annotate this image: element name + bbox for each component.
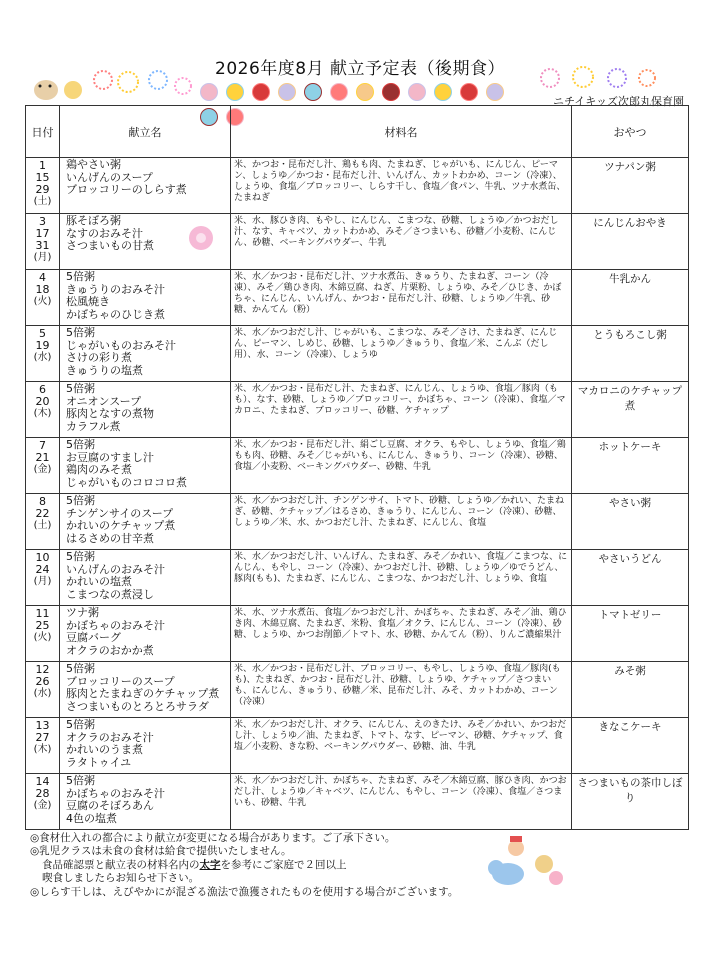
dish-cell <box>60 662 231 718</box>
dish-cell <box>60 774 231 830</box>
ingredients-cell: 米、水、ツナ水煮缶、食塩／かつおだし汁、かぼちゃ、たまねぎ、みそ／油、鶏ひき肉、木綿豆腐、たまねぎ、米粉、食塩／オクラ、にんじん、コーン（冷凍）、砂糖、しょうゆ、かつお削節／トマト、水、砂糖、かんてん（粉）、りんご濃縮果汁 <box>231 606 572 662</box>
dish-name: かれいの塩煮 <box>66 575 132 589</box>
table-row <box>26 662 689 718</box>
festival-ball-icon <box>382 83 400 101</box>
date-number: 28 <box>35 787 50 800</box>
dish-cell <box>60 382 231 438</box>
day-of-week: (土) <box>33 520 52 531</box>
ingredients-cell: 米、水／かつお・昆布だし汁、絹ごし豆腐、オクラ、もやし、しょうゆ、食塩／鶏もも肉、砂糖、みそ／じゃがいも、にんじん、きゅうり、コーン（冷凍）、砂糖、食塩／小麦粉、ベーキングパウダー、砂糖、牛乳 <box>231 438 572 494</box>
dish-name: 5倍粥 <box>66 550 95 563</box>
date-number: 17 <box>35 227 50 240</box>
dish-name: 5倍粥 <box>66 438 95 451</box>
dish-name: 5倍粥 <box>66 326 95 339</box>
ingredients-cell: 米、水、豚ひき肉、もやし、にんじん、こまつな、砂糖、しょうゆ／かつおだし汁、なす、キャベツ、カットわかめ、みそ／さつまいも、砂糖／小麦粉、にんじん、砂糖、ベーキングパウダー、牛乳 <box>231 214 572 270</box>
snack-cell: やさいうどん <box>572 550 689 606</box>
dish-name: 豚そぼろ粥 <box>66 214 121 227</box>
dish-name: 鶏やさい粥 <box>66 158 121 171</box>
date-number: 18 <box>35 283 50 296</box>
note-3c: を参考にご家庭で２回以上 <box>220 858 347 871</box>
dish-name: ブロッコリーのしらす煮 <box>66 183 187 197</box>
snack-cell: にんじんおやき <box>572 214 689 270</box>
note-4: 喫食しましたらお知らせ下さい。 <box>42 872 200 885</box>
festival-ball-icon <box>304 83 322 101</box>
dish-name: じゃがいものコロコロ煮 <box>66 475 187 489</box>
ingredients-cell: 米、水／かつおだし汁、かぼちゃ、たまねぎ、みそ／木綿豆腐、豚ひき肉、かつおだし汁、しょうゆ／キャベツ、にんじん、もやし、コーン（冷凍）、食塩／さつまいも、砂糖、牛乳 <box>231 774 572 830</box>
snack-cell: さつまいもの茶巾しぼり <box>572 774 689 830</box>
page-title: 2026年度8月 献立予定表（後期食） <box>215 59 505 79</box>
dish-cell <box>60 606 231 662</box>
dish-name: カラフル煮 <box>66 419 121 433</box>
festival-ball-icon <box>460 83 478 101</box>
snack-cell: ホットケーキ <box>572 438 689 494</box>
dish-name: なすのおみそ汁 <box>66 226 143 240</box>
dish-cell <box>60 718 231 774</box>
dish-name: 5倍粥 <box>66 718 95 731</box>
snack-cell: ツナパン粥 <box>572 158 689 214</box>
note-3a: 食品確認票と献立表の材料名内の <box>42 858 200 871</box>
dish-name: 豆腐バーグ <box>66 631 121 645</box>
date-number: 21 <box>35 451 50 464</box>
dish-name: 5倍粥 <box>66 270 95 283</box>
dish-name: お豆腐のすまし汁 <box>66 450 154 464</box>
note-3-bold: 太字 <box>199 858 221 871</box>
table-row <box>26 158 689 214</box>
ingredients-cell: 米、水／かつおだし汁、いんげん、たまねぎ、みそ／かれい、食塩／こまつな、にんじん、もやし、コーン（冷凍）、かつおだし汁、砂糖、しょうゆ／ゆでうどん、豚肉(もも)、たまねぎ、にんじん、こまつな、かつおだし汁、しょうゆ、食塩 <box>231 550 572 606</box>
dish-name: きゅうりの塩煮 <box>66 363 143 377</box>
date-number: 25 <box>35 619 50 632</box>
date-cell <box>26 550 60 606</box>
ingredients-cell: 米、水／かつお・昆布だし汁、たまねぎ、にんじん、しょうゆ、食塩／豚肉（もも）、なす、砂糖、しょうゆ／ブロッコリー、かぼちゃ、コーン（冷凍）、食塩／マカロニ、たまねぎ、ブロッコリー、砂糖、ケチャップ <box>231 382 572 438</box>
dish-cell <box>60 326 231 382</box>
table-row <box>26 214 689 270</box>
festival-ball-icon <box>252 83 270 101</box>
dish-name: 5倍粥 <box>66 662 95 675</box>
day-of-week: (土) <box>33 196 52 207</box>
ingredients-cell: 米、水／かつおだし汁、じゃがいも、こまつな、みそ／さけ、たまねぎ、にんじん、ピーマン、しめじ、砂糖、しょうゆ／きゅうり、食塩／米、こんぶ（だし用）、水、コーン（冷凍）、しょうゆ <box>231 326 572 382</box>
date-number: 14 <box>35 775 50 788</box>
table-row <box>26 382 689 438</box>
festival-ball-icon <box>226 83 244 101</box>
dish-cell <box>60 438 231 494</box>
ingredients-cell: 米、水／かつおだし汁、オクラ、にんじん、えのきたけ、みそ／かれい、かつおだし汁、しょうゆ／油、たまねぎ、トマト、なす、ピーマン、砂糖、ケチャップ、食塩／小麦粉、きな粉、ベーキングパウダー、砂糖、油、牛乳 <box>231 718 572 774</box>
ingredients-cell: 米、水／かつお・昆布だし汁、ツナ水煮缶、きゅうり、たまねぎ、コーン（冷凍）、みそ／鶏ひき肉、木綿豆腐、ねぎ、片栗粉、しょうゆ、みそ／ひじき、かぼちゃ、にんじん、いんげん、かつお・昆布だし汁、砂糖、しょうゆ／牛乳、砂糖、かんてん（粉） <box>231 270 572 326</box>
date-cell <box>26 774 60 830</box>
dish-name: こまつなの煮浸し <box>66 587 154 601</box>
ingredients-cell: 米、かつお・昆布だし汁、鶏もも肉、たまねぎ、じゃがいも、にんじん、ピーマン、しょうゆ／かつお・昆布だし汁、いんげん、カットわかめ、コーン（冷凍）、しょうゆ、食塩／ブロッコリー、しらす干し、食塩／食パン、牛乳、ツナ水煮缶、たまねぎ <box>231 158 572 214</box>
header-dish: 献立名 <box>60 106 231 158</box>
date-cell <box>26 494 60 550</box>
date-cell <box>26 326 60 382</box>
dish-name: 5倍粥 <box>66 382 95 395</box>
date-number: 20 <box>35 395 50 408</box>
day-of-week: (金) <box>33 800 52 811</box>
date-number: 24 <box>35 563 50 576</box>
date-number: 29 <box>35 183 50 196</box>
dish-name: チンゲンサイのスープ <box>66 506 174 520</box>
date-number: 13 <box>35 719 50 732</box>
date-number: 15 <box>35 171 50 184</box>
festival-ball-decoration <box>196 80 526 104</box>
date-number: 27 <box>35 731 50 744</box>
festival-ball-icon <box>434 83 452 101</box>
dish-name: ブロッコリーのスープ <box>66 674 175 688</box>
date-number: 11 <box>35 607 50 620</box>
note-1: ◎食材仕入れの都合により献立が変更になる場合があります。ご了承下さい。 <box>30 832 396 844</box>
dish-name: 豚肉となすの煮物 <box>66 407 154 421</box>
dish-name: いんげんのおみそ汁 <box>66 562 165 576</box>
note-3 <box>30 859 500 872</box>
dish-cell <box>60 494 231 550</box>
table-row <box>26 270 689 326</box>
day-of-week: (月) <box>33 252 52 263</box>
festival-ball-icon <box>278 83 296 101</box>
date-number: 22 <box>35 507 50 520</box>
dish-name: はるさめの甘辛煮 <box>66 531 154 545</box>
festival-ball-icon <box>200 83 218 101</box>
festival-ball-icon <box>408 83 426 101</box>
festival-ball-icon <box>486 83 504 101</box>
date-number: 7 <box>39 439 46 452</box>
dish-name: オニオンスープ <box>66 394 142 408</box>
snack-cell: とうもろこし粥 <box>572 326 689 382</box>
day-of-week: (水) <box>33 688 52 699</box>
dish-name: かぼちゃのおみそ汁 <box>66 618 165 632</box>
date-number: 1 <box>39 159 46 172</box>
dish-name: ラタトゥイユ <box>66 755 132 769</box>
date-cell <box>26 662 60 718</box>
festival-ball-icon <box>330 83 348 101</box>
day-of-week: (水) <box>33 352 52 363</box>
dish-name: 4色の塩煮 <box>66 811 117 825</box>
date-cell <box>26 270 60 326</box>
date-number: 12 <box>35 663 50 676</box>
table-row <box>26 326 689 382</box>
notes <box>30 832 500 899</box>
date-number: 8 <box>39 495 46 508</box>
dish-name: さけの彩り煮 <box>66 351 132 365</box>
dish-name: 豚肉とたまねぎのケチャップ煮 <box>66 687 220 701</box>
table-row <box>26 550 689 606</box>
dish-name: オクラのおみそ汁 <box>66 730 154 744</box>
dish-name: かぼちゃのおみそ汁 <box>66 786 165 800</box>
dish-name: 豆腐のそぼろあん <box>66 799 154 813</box>
date-cell <box>26 606 60 662</box>
dish-name: いんげんのスープ <box>66 170 153 184</box>
day-of-week: (火) <box>33 296 52 307</box>
date-number: 31 <box>35 239 50 252</box>
date-cell <box>26 158 60 214</box>
dish-name: さつまいものとろとろサラダ <box>66 699 209 713</box>
snack-cell: 牛乳かん <box>572 270 689 326</box>
dish-name: 鶏肉のみそ煮 <box>66 463 132 477</box>
date-cell <box>26 438 60 494</box>
note-5: ◎しらす干しは、えびやかにが混ざる漁法で漁獲されたものを使用する場合がございます。 <box>30 885 459 898</box>
date-number: 3 <box>39 215 46 228</box>
dish-cell <box>60 550 231 606</box>
snack-cell: やさい粥 <box>572 494 689 550</box>
note-2: ◎乳児クラスは未食の食材は給食で提供いたしません。 <box>30 845 292 858</box>
snack-cell: きなこケーキ <box>572 718 689 774</box>
date-number: 6 <box>39 383 46 396</box>
date-cell <box>26 214 60 270</box>
dish-name: 5倍粥 <box>66 774 95 787</box>
date-number: 4 <box>39 271 46 284</box>
table-row <box>26 718 689 774</box>
date-cell <box>26 718 60 774</box>
snack-cell: みそ粥 <box>572 662 689 718</box>
dish-name: かぼちゃのひじき煮 <box>66 307 165 321</box>
dish-name: さつまいもの甘煮 <box>66 239 154 253</box>
dish-name: かれいのケチャップ煮 <box>66 519 176 533</box>
dish-cell <box>60 270 231 326</box>
header-snack: おやつ <box>572 106 689 158</box>
dish-name: きゅうりのおみそ汁 <box>66 282 165 296</box>
ingredients-cell: 米、水／かつおだし汁、チンゲンサイ、トマト、砂糖、しょうゆ／かれい、たまねぎ、砂糖、ケチャップ／はるさめ、きゅうり、にんじん、コーン（冷凍）、砂糖、しょうゆ／米、水、かつおだし汁、たまねぎ、にんじん、食塩 <box>231 494 572 550</box>
table-row <box>26 494 689 550</box>
festive-decoration-left <box>28 68 198 108</box>
dish-name: ツナ粥 <box>66 606 99 619</box>
header-date: 日付 <box>26 106 60 158</box>
menu-table <box>25 105 689 830</box>
dish-name: オクラのおかか煮 <box>66 643 154 657</box>
date-number: 19 <box>35 339 50 352</box>
date-number: 10 <box>35 551 50 564</box>
dish-name: かれいのうま煮 <box>66 743 143 757</box>
table-row <box>26 438 689 494</box>
date-number: 5 <box>39 327 46 340</box>
dish-name: 5倍粥 <box>66 494 95 507</box>
table-row <box>26 774 689 830</box>
snack-cell: トマトゼリー <box>572 606 689 662</box>
day-of-week: (金) <box>33 464 52 475</box>
dish-name: 松風焼き <box>66 295 110 309</box>
dish-cell <box>60 158 231 214</box>
festival-ball-icon <box>356 83 374 101</box>
day-of-week: (火) <box>33 632 52 643</box>
table-row <box>26 606 689 662</box>
day-of-week: (月) <box>33 576 52 587</box>
snack-cell: マカロニのケチャップ煮 <box>572 382 689 438</box>
ingredients-cell: 米、水／かつお・昆布だし汁、ブロッコリー、もやし、しょうゆ、食塩／豚肉(もも)、たまねぎ、かつお・昆布だし汁、砂糖、しょうゆ、ケチャップ／さつまいも、にんじん、きゅうり、砂糖／米、昆布だし汁、みそ、カットわかめ、コーン（冷凍） <box>231 662 572 718</box>
day-of-week: (木) <box>33 744 52 755</box>
date-cell <box>26 382 60 438</box>
dish-cell <box>60 214 231 270</box>
day-of-week: (木) <box>33 408 52 419</box>
fireworks-decoration-right <box>535 66 685 92</box>
date-number: 26 <box>35 675 50 688</box>
school-name: ニチイキッズ次郎丸保育園 <box>552 95 684 108</box>
dish-name: じゃがいものおみそ汁 <box>66 338 176 352</box>
header-ingredients: 材料名 <box>231 106 572 158</box>
